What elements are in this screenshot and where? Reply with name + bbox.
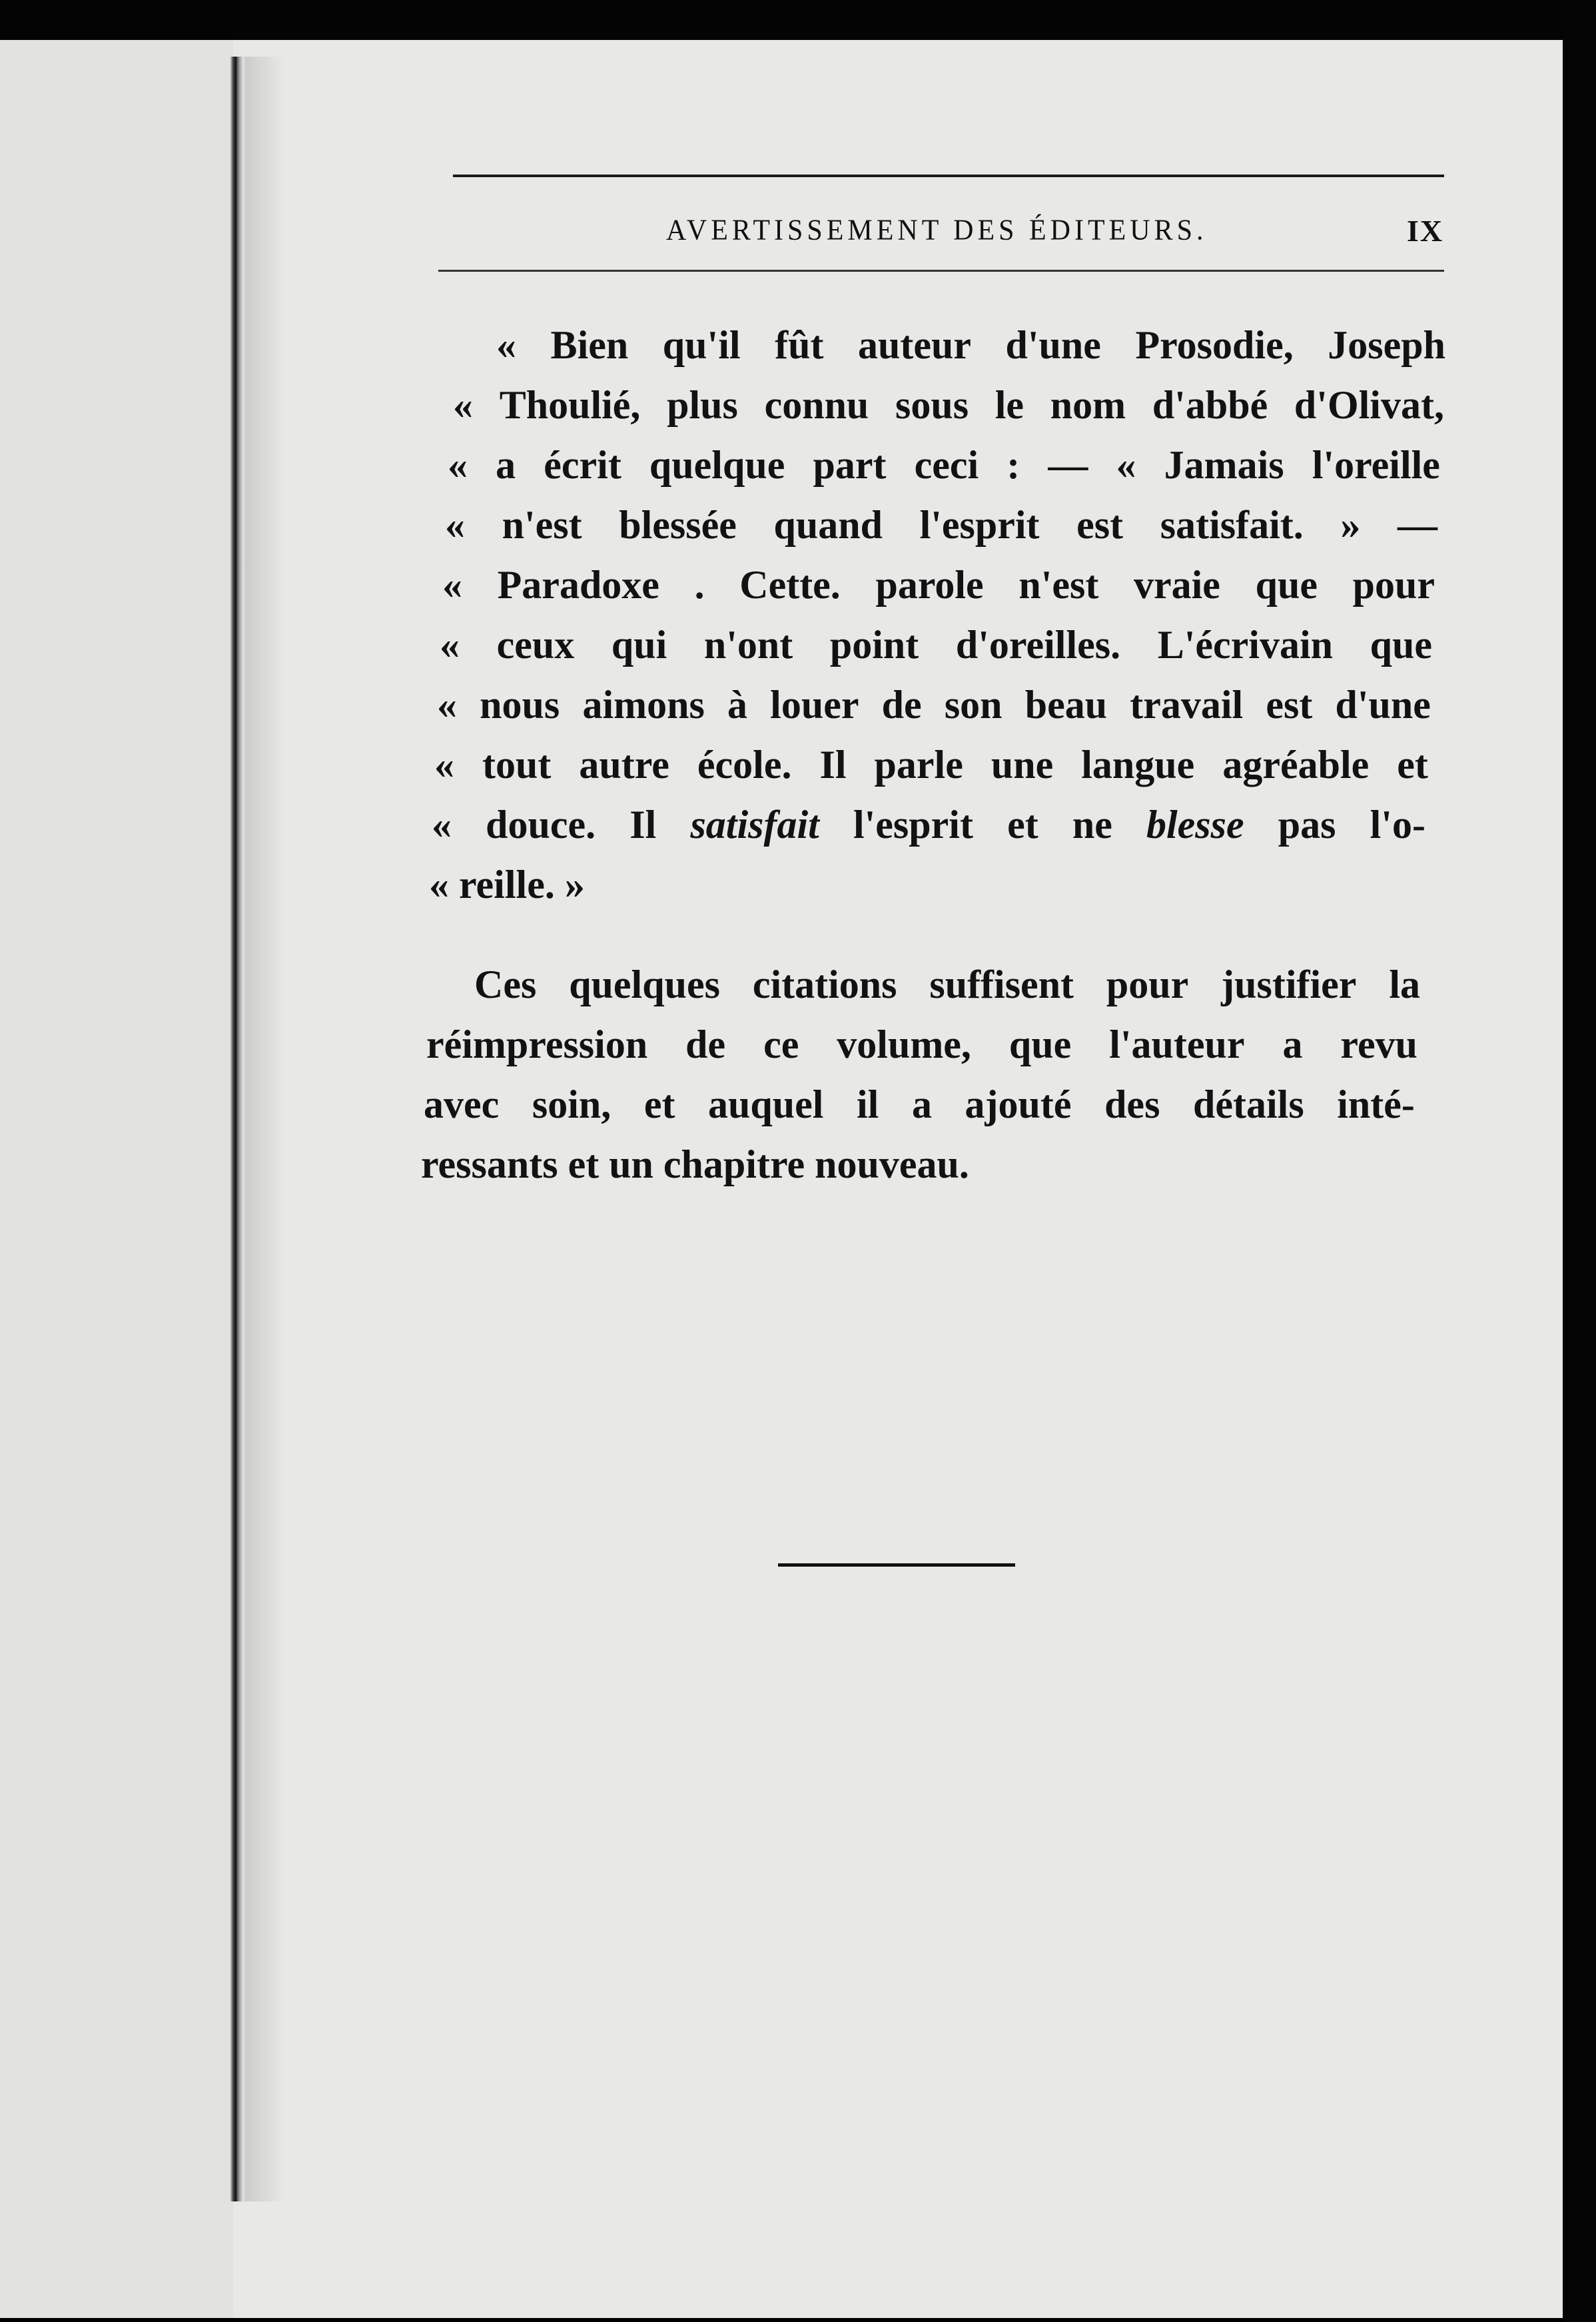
header-rule-top: [453, 175, 1444, 177]
quote-line-4: « n'est blessée quand l'esprit est satisfait. » —: [445, 503, 1437, 547]
quote-line-7: « nous aimons à louer de son beau travail est d'une: [437, 683, 1431, 727]
quote-line-10: « reille. »: [429, 863, 585, 907]
quote-line-5: « Paradoxe . Cette. parole n'est vraie que pour: [442, 563, 1435, 607]
quote-line-2: « Thoulié, plus connu sous le nom d'abbé d'Olivat,: [453, 383, 1444, 427]
quote-line-6: « ceux qui n'ont point d'oreilles. L'écrivain que: [440, 623, 1432, 667]
quote-line-8: « tout autre école. Il parle une langue agréable et: [434, 743, 1428, 787]
quote-line-1: « Bien qu'il fût auteur d'une Prosodie, Joseph: [496, 323, 1445, 367]
page-number: IX: [1407, 214, 1444, 248]
running-header: AVERTISSEMENT DES ÉDITEURS.: [666, 214, 1208, 247]
end-ornament-rule: [778, 1563, 1015, 1567]
left-leaf: [0, 40, 233, 2318]
gutter-shadow: [244, 57, 284, 2201]
book-gutter: [230, 57, 244, 2201]
quote-line-9: « douce. Il satisfait l'esprit et ne blesse pas l'o-: [432, 803, 1425, 847]
header-rule-bottom: [438, 270, 1444, 272]
quote-line-3: « a écrit quelque part ceci : — « Jamais l'oreille: [448, 443, 1440, 487]
scan-border-top: [0, 0, 1596, 45]
scan-border-right: [1563, 0, 1596, 2322]
paragraph-line-2: réimpression de ce volume, que l'auteur a revu: [426, 1022, 1417, 1066]
paragraph-line-4: ressants et un chapitre nouveau.: [421, 1142, 969, 1186]
paragraph-line-1: Ces quelques citations suffisent pour justifier la: [474, 963, 1420, 1006]
paragraph-line-3: avec soin, et auquel il a ajouté des détails inté-: [424, 1082, 1415, 1126]
